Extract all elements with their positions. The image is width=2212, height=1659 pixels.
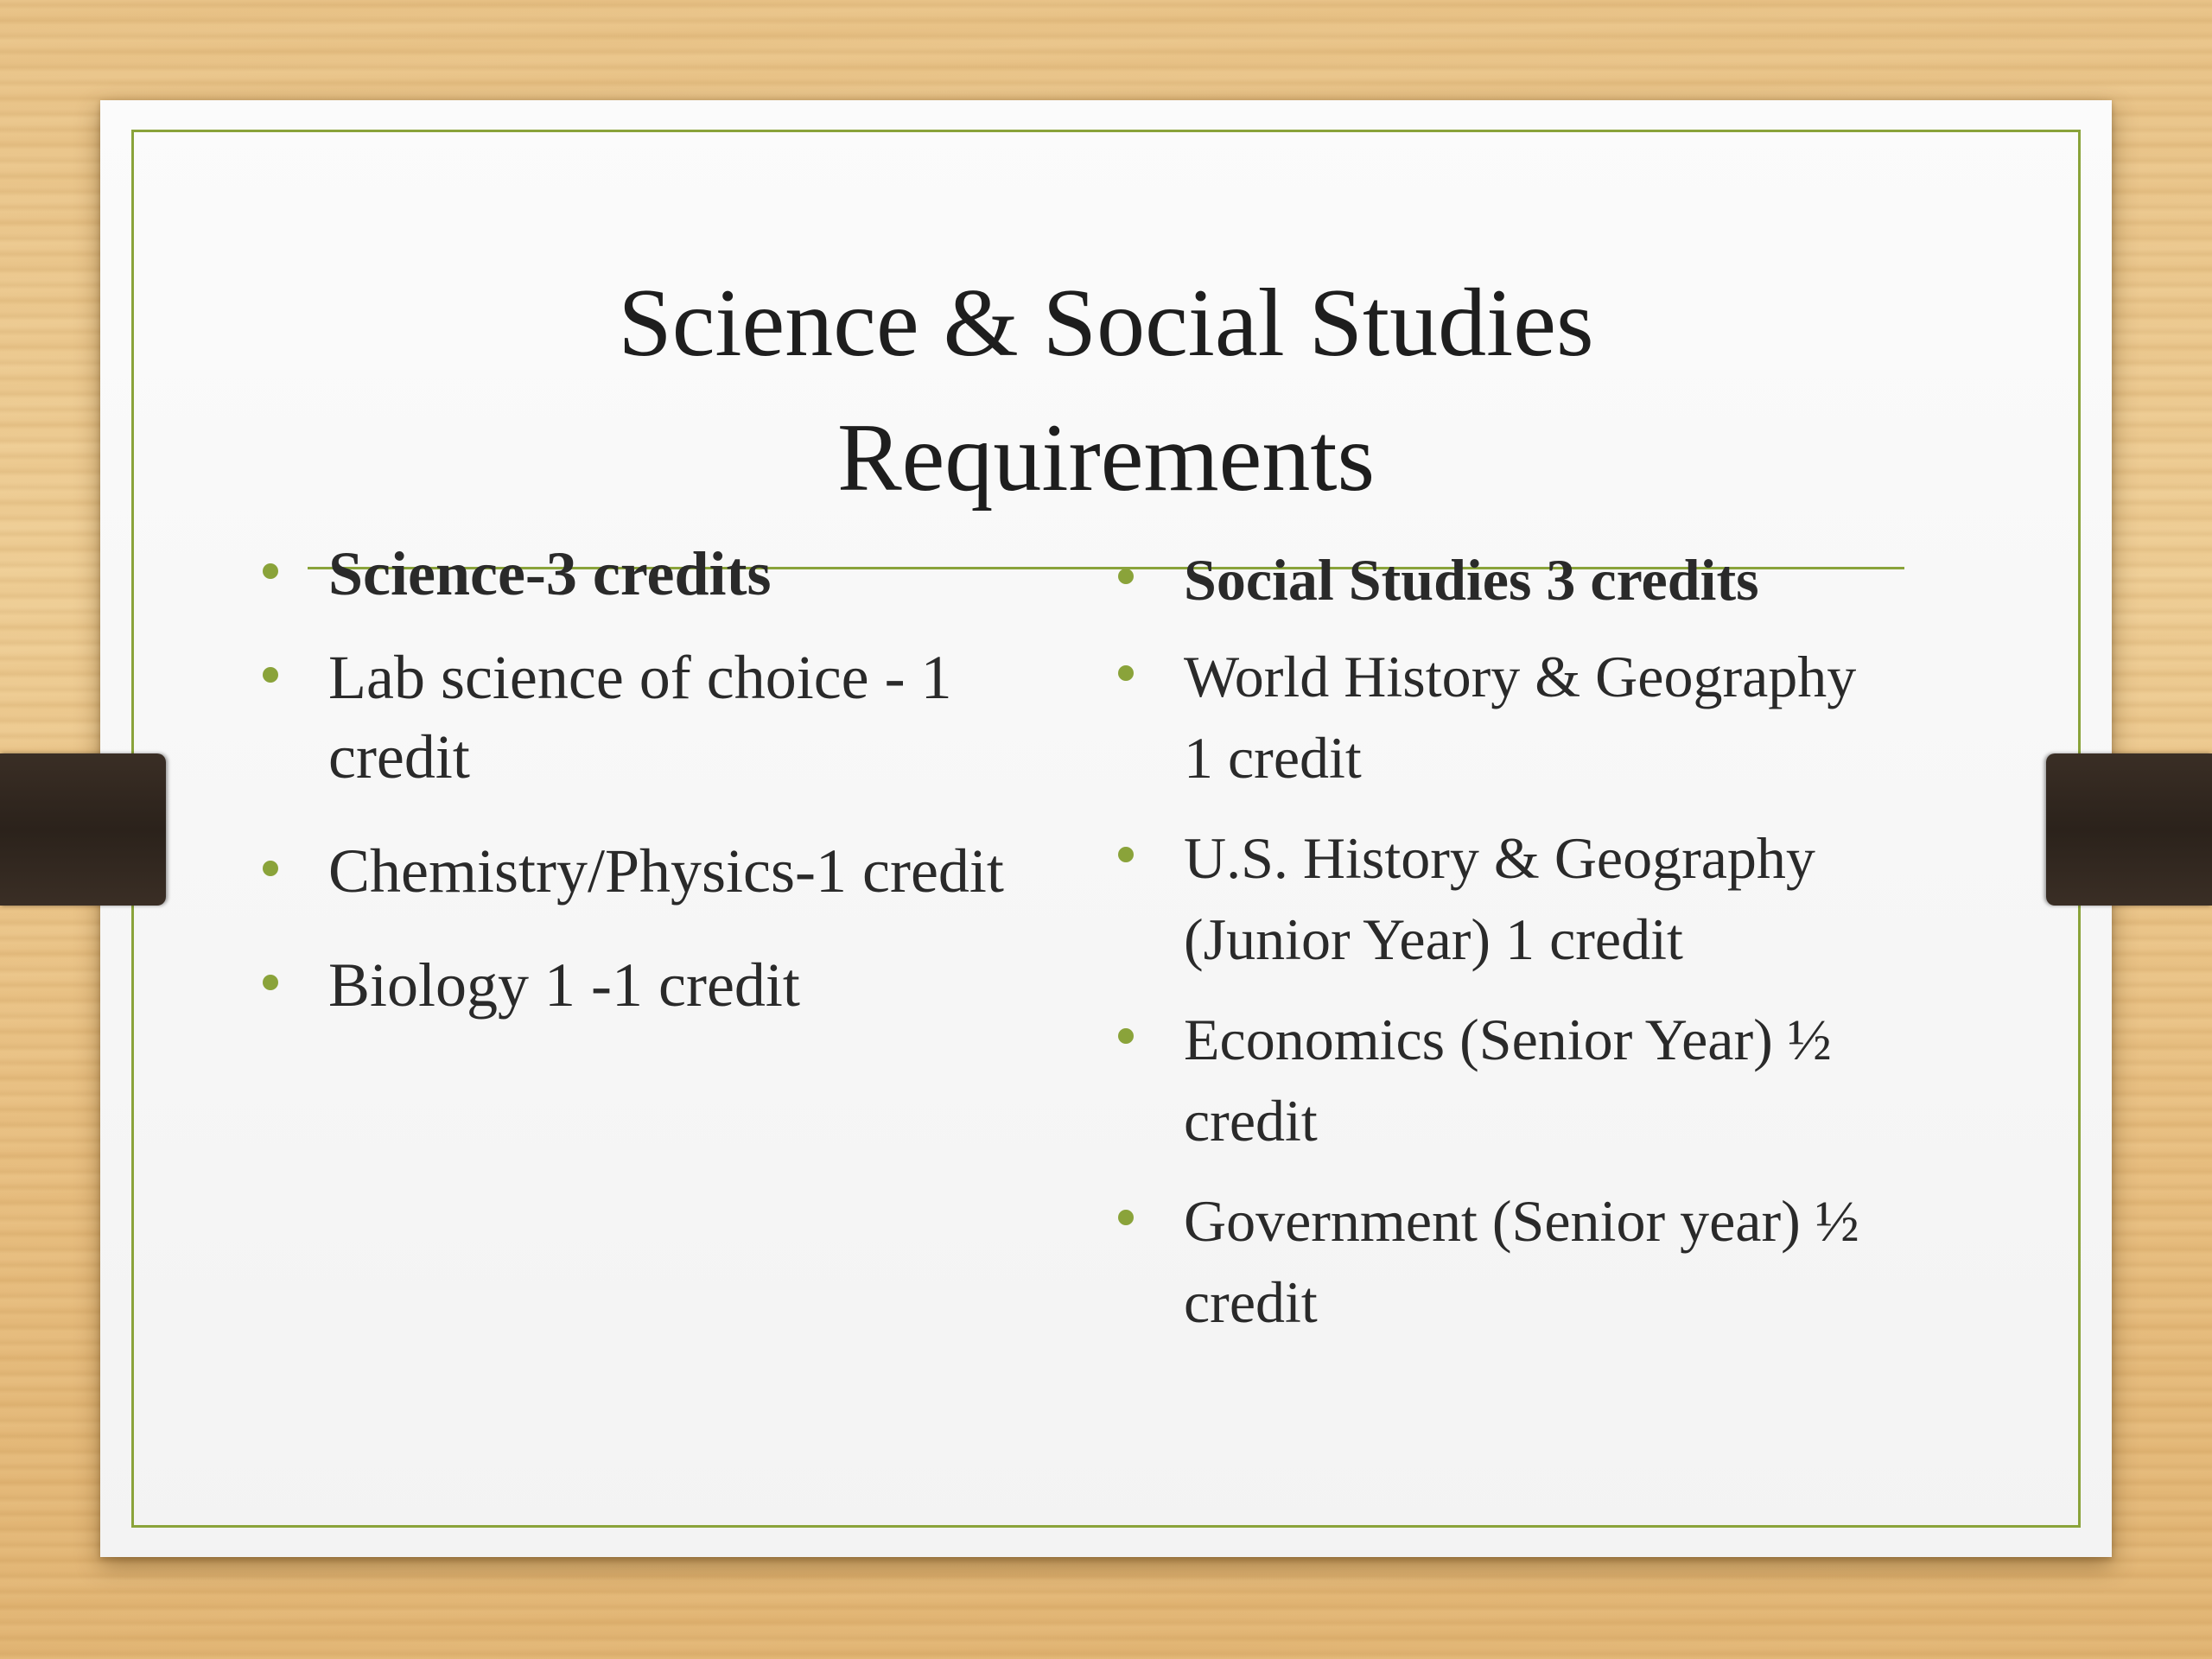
science-item-biology: Biology 1 -1 credit — [259, 945, 1020, 1025]
science-list — [259, 534, 1020, 1059]
slide-title-line-1: Science & Social Studies — [618, 270, 1594, 377]
social-studies-item-economics: Economics (Senior Year) ½ credit — [1115, 999, 1875, 1161]
slide-title-line-2: Requirements — [836, 404, 1376, 512]
social-studies-item-us-history: U.S. History & Geography (Junior Year) 1 credit — [1115, 817, 1875, 980]
left-binder-clip — [0, 753, 166, 906]
social-studies-item-government: Government (Senior year) ½ credit — [1115, 1180, 1875, 1343]
social-studies-item-world-history: World History & Geography 1 credit — [1115, 636, 1875, 798]
science-heading: Science-3 credits — [259, 534, 1020, 613]
science-item-chemistry-physics: Chemistry/Physics-1 credit — [259, 831, 1020, 911]
slide-title — [100, 256, 2112, 525]
right-binder-clip — [2046, 753, 2212, 906]
social-studies-heading: Social Studies 3 credits — [1115, 539, 1875, 620]
social-studies-list — [1115, 539, 1875, 1362]
science-item-lab: Lab science of choice - 1 credit — [259, 638, 1020, 797]
